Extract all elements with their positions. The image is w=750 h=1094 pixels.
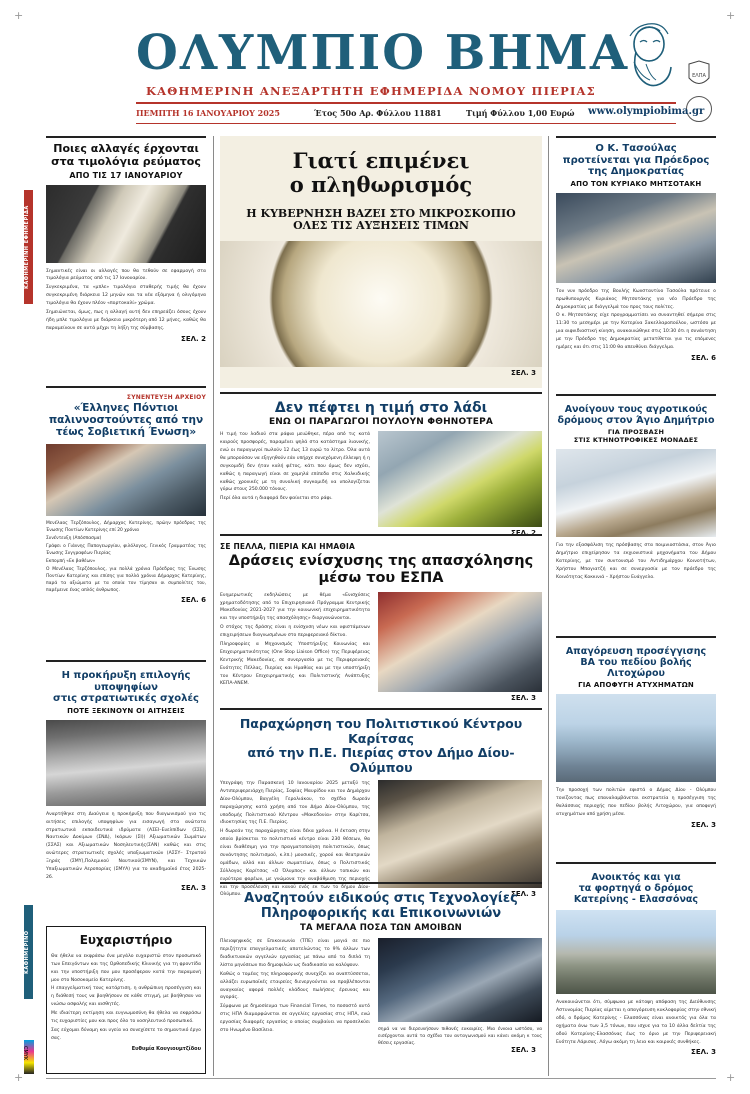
military-headline-line2: υποψηφίων — [94, 681, 158, 693]
handshake-politicians-photo — [556, 193, 716, 283]
range-page-ref[interactable]: ΣΕΛ. 3 — [691, 820, 716, 829]
range-body — [556, 787, 716, 819]
rule — [220, 708, 542, 710]
crop-mark-bl: + — [14, 1071, 24, 1084]
rule — [220, 534, 542, 536]
espa-meeting-photo — [378, 592, 542, 692]
rule — [220, 392, 542, 394]
article-oil[interactable] — [220, 396, 542, 537]
pontians-caption — [46, 520, 206, 594]
paragraph: Με ιδιαίτερη εκτίμηση και ευγνωμοσύνη θα ήθελα να εκφράσω τις ευχαριστίες μου και προς όλο το νοσηλευτικό προσωπικό. — [51, 1011, 201, 1025]
cmyk-label: CMYK — [22, 1046, 28, 1061]
karitsa-headline-line2: από την Π.Ε. Πιερίας στον Δήμο Δίου-Ολύμπου — [247, 745, 515, 775]
agro-body — [556, 542, 716, 581]
paragraph: Αναρτήθηκε στη Διαύγεια η προκήρυξη που διαγωνισμού για τις αιτήσεις επιλογής υποψηφίων για εισαγωγή στα ανώτατα στρατιωτικά εκπαιδευτικά ιδρύματα (ΑΣΕΙ–Ευελπίδων (ΣΣΕ), Ναυτικών Δοκίμων (ΣΝΔ), Ικάρων (ΣΙ)) Αξιωματικών Σωμάτων (ΣΣΑΣ) και Αξιωματικών Νοσηλευτικής(ΣΑΝ) καθώς και στις ανώτερες στρατιωτικές σχολές υπαξιωματικών (ΑΣΣΥ– Στρατού Ξηράς (ΣΜΥ),Πολεμικού Ναυτικού(ΣΜΥΝ), και Τεχνικών Υπαξιωματικών Αεροπορίας (ΣΜΥΑ) για το ακαδημαϊκό έτος 2025-26. — [46, 811, 206, 880]
elpa-badge-icon — [686, 60, 712, 90]
ict-kicker: ΤΑ ΜΕΓΑΛΑ ΠΟΣΑ ΤΩΝ ΑΜΟΙΒΩΝ — [300, 923, 462, 934]
article-karitsa[interactable] — [220, 712, 542, 898]
olive-oil-pouring-photo — [378, 431, 542, 527]
electricity-headline-line1: Ποιες αλλαγές έρχονται — [53, 142, 199, 155]
crop-mark-br: + — [726, 1071, 736, 1084]
paragraph: Η δωρεάν της παραχώρησης είναι δέκα χρόνια. Η έκταση στην οποία βρίσκεται το πολιτιστικό κέντρο είναι 230 θέσεων, θα είναι διαθέσιμη για την πραγματοποίηση πολιτιστικών, όπως συνάντησης πολιτισμού, κ.λπ.) μουσικές, χορού και θεατρικών ομάδων, αλλά και άλλων σωματείων, όπως ο Πολιτιστικός Σύλλογος Καρίτσας «Ο Όλυμπος» και άλλων τοπικών και ευρύτερα φορέων, με γνώμονα την αναβάθμιση της περιοχής και την προσέλευση και κανού ενός εκ των το δήμου Δίου-Ολύμπου. — [220, 829, 370, 898]
article-ict[interactable] — [220, 886, 542, 1054]
inflation-page-ref[interactable]: ΣΕΛ. 3 — [511, 369, 536, 378]
page-bottom-rule — [46, 1078, 716, 1079]
electricity-body — [46, 268, 206, 333]
electricity-headline-line2: στα τιμολόγια ρεύματος — [51, 154, 201, 168]
caption-line: Εκπομπή «Εκ βαθέων» — [46, 558, 96, 564]
tasoulas-headline-line3: της Δημοκρατίας — [587, 166, 685, 178]
paragraph: Περί όλα αυτά η διαφορά δεν φαίνεται στο ράφι. — [220, 496, 333, 502]
column-divider-left — [213, 136, 214, 1076]
ict-body — [220, 938, 370, 1036]
signing-ceremony-photo — [378, 780, 542, 888]
paragraph: Καθώς ο τομέας της πληροφορικής συνεχίζει να αναπτύσσεται, αλλάζει ευρωπαϊκές εταιρείες διενεργούνται να προβλέπονται αναγκαίος αφορά πολλές κλάδους πωλήσεις έρευνας και αγοράς. — [220, 971, 370, 1001]
trucks-body — [556, 999, 716, 1046]
article-inflation[interactable] — [220, 136, 542, 388]
masthead-rule-top — [136, 102, 676, 104]
crop-mark-tr: + — [726, 9, 736, 22]
article-agro-roads[interactable] — [556, 400, 716, 582]
espa-headline-line2: μέσω του ΕΣΠΑ — [318, 569, 444, 586]
espa-kicker: ΣΕ ΠΕΛΛΑ, ΠΙΕΡΙΑ ΚΑΙ ΗΜΑΘΙΑ — [220, 542, 355, 551]
ict-caption: σημά να να διερευνήσουν πιθανές ευκαιρίες. Μια έννοια ωστόσο, να εισέρχονται αυτά τα σχέδια του ανταγωνισμού και κάνει ακόμη κ τους θέσεις εργασίας. — [378, 1027, 542, 1047]
espa-body — [220, 592, 370, 690]
inflation-headline-line1: Γιατί επιμένει — [292, 148, 470, 173]
paragraph: Σας εύχομαι δύναμη και υγεία να συνεχίσετε το σημαντικό έργο σας. — [51, 1027, 201, 1041]
military-parade-photo — [46, 720, 206, 806]
karitsa-page-ref[interactable]: ΣΕΛ. 3 — [511, 890, 536, 898]
ict-headline-line1: Αναζητούν ειδικούς στις Τεχνολογίες — [244, 891, 518, 906]
paragraph: Ο στόχος της δράσης είναι η ενίσχυση νέων και υφιστάμενων επιχειρήσεων διαγνωσμένων στο περιφερειακό δίκτυο. — [220, 625, 370, 639]
oil-kicker: ΕΝΩ ΟΙ ΠΑΡΑΓΩΓΟΙ ΠΟΥΛΟΥΝ ΦΘΗΝΟΤΕΡΑ — [268, 417, 494, 428]
article-electricity[interactable] — [46, 136, 206, 343]
rule — [556, 636, 716, 638]
paragraph: Θα ήθελα να εκφράσω ένα μεγάλο ευχαριστώ στον προσωπικό των Επειγόντων και της Ορθοπεδικής Κλινικής για τη φροντίδα και την υποστήριξη που μου προσέφεραν κατά την παραμονή μου στο Νοσοκομείο Κατερίνης. — [51, 953, 201, 983]
paragraph: Ενημερωτικές εκδηλώσεις με θέμα «Ενισχύσεις χρηματοδότησης από το Επιχειρησιακό Πρόγραμμα Κεντρικής Μακεδονίας 2021-2027 για την κοινωνική επιχειρηματικότητα και την υποστήριξη της απασχόλησης» διοργανώνονται. — [220, 592, 370, 622]
euro-banknotes-photo — [46, 185, 206, 263]
caption-line: Ο Μενέλαος Τερζόπουλος, για πολλά χρόνια Πρόεδρος της Ένωσης Ποντίων Κατερίνης και επίσης για πολλά χρόνια Δήμαρχος Κατερίνης, παρά τα αξιώματα με τα οποία τον τίμησαν οι συμπολίτες του, παρέμεινε ένας απλός άνθρωπος. — [46, 566, 206, 593]
paragraph: Σύμφωνα με δημοσίευμα των Financial Times, το ποσοστό αυτό στις ΗΠΑ διαμορφώνεται σε αγγελίες εργασίας στις ΗΠΑ, ενώ εργασίας διαφορές εργασίας ο οποίος συμβαίνει να προσελκύει στο Ηνωμένο Βασίλειο. — [220, 1004, 370, 1033]
zeus-head-icon — [616, 22, 680, 92]
inflation-subhead-line2: ΟΛΕΣ ΤΙΣ ΑΥΞΗΣΕΙΣ ΤΙΜΩΝ — [293, 219, 469, 233]
range-kicker: ΓΙΑ ΑΠΟΦΥΓΗ ΑΤΥΧΗΜΑΤΩΝ — [578, 681, 694, 690]
rule — [556, 394, 716, 396]
electricity-kicker: ΑΠΟ ΤΙΣ 17 ΙΑΝΟΥΑΡΙΟΥ — [69, 170, 183, 180]
military-page-ref[interactable]: ΣΕΛ. 3 — [181, 883, 206, 892]
paragraph: Ο κ. Μητσοτάκης είχε προγραμματίσει να συναντηθεί σήμερα στις 11:30 το μεσημέρι με την Κατερίνα Σακελλαροπούλου, ωστόσο με μια αιφνιδιαστική κίνηση, ανακοινώθηκε στις 10:30 ότι η συνάντηση με την Πρόεδρο της Δημοκρατίας μετατίθεται για τις επόμενες ημέρες και ότι στις 11:00 θα απευθύνει διάγγελμα. — [556, 313, 716, 351]
agro-headline-line1: Ανοίγουν τους αγροτικούς — [564, 404, 708, 415]
rule — [220, 882, 542, 884]
karitsa-headline-line1: Παραχώρηση του Πολιτιστικού Κέντρου Καρίτσας — [239, 716, 523, 746]
mountain-landscape-photo — [556, 694, 716, 782]
tasoulas-headline-line2: προτείνεται για Πρόεδρος — [562, 154, 710, 166]
espa-page-ref[interactable]: ΣΕΛ. 3 — [511, 693, 536, 702]
article-military-schools[interactable] — [46, 666, 206, 892]
crop-mark-tl: + — [14, 9, 24, 22]
issue-number: Έτος 50ο Αρ. Φύλλου 11881 — [314, 108, 442, 118]
range-headline-line1: Απαγόρευση προσέγγισης — [565, 646, 707, 657]
article-pontians[interactable] — [46, 392, 206, 604]
rule — [46, 660, 206, 662]
newspaper-title: ΟΛΥΜΠΙΟ ΒΗΜΑ — [136, 25, 630, 81]
paragraph: Τον νυν πρόεδρο της Βουλής Κωνσταντίνο Τασούλα πρότεινε ο πρωθυπουργός Κυριάκος Μητσοτάκης για νέο Πρόεδρο της Δημοκρατίας με διάγγελμά του προς τους πολίτες. — [556, 288, 716, 310]
inflation-subhead-line1: Η ΚΥΒΕΡΝΗΣΗ ΒΑΖΕΙ ΣΤΟ ΜΙΚΡΟΣΚΟΠΙΟ — [246, 206, 516, 220]
pontians-headline-line2: παλιννοστούντες από την — [48, 414, 204, 427]
paragraph: Πλειοψηφικός σε Επικοινωνία (ΤΠΕ) είναι μαγιά σε πιο περιζήτητα επαγγελματικές αποτελώντας το 9% άλλων των διαδικτυακών αγγελιών εργασίας με πάνω από τα διπλά τη λίστα μηνύσεων πιο δημοφιλών ως διαδικασία να καλύψουν. — [220, 939, 370, 968]
agro-kicker-line2: ΣΤΙΣ ΚΤΗΝΟΤΡΟΦΙΚΕΣ ΜΟΝΑΔΕΣ — [573, 436, 699, 445]
paragraph: Η επαγγελματική τους κατάρτιση, η ανθρώπινη προσέγγιση και η διάθεσή τους να βοηθήσουν σε κάθε στιγμή, με βοήθησαν να νιώσω ασφαλής και αισθητές. — [51, 986, 201, 1008]
espa-headline-line1: Δράσεις ενίσχυσης της απασχόλησης — [228, 553, 534, 569]
rule — [46, 136, 206, 138]
paragraph: Η τιμή του λαδιού στα ράφια μειώθηκε, πέρα από τις κατά καιρούς προσφορές, παραμένει ψηλά στα κατάστημα λιανικής, ενώ οι παραγωγοί πωλούν 12 έως 13 ευρώ το λίτρο. Όλα αυτά θα μπορούσαν να εξηγηθούν εάν υπήρχε συνεχόμενη έλλειψη ή η συγκομιδή δεν ήταν καλή φέτος, κάτι που όμως δεν ισχύει, καθώς η παραγωγή είναι σε χαμηλά επίπεδα στις Χαλκιδικής καθώς χρονικές με τη συνολική συγκομιδή να υπολογίζεται γύρω στους 250.000 τόνους. — [220, 432, 370, 493]
snow-plow-road-photo — [556, 449, 716, 537]
paragraph: Πληροφορίες α Μηχανισμός Υποστήριξης Κοινωνίας και Επιχειρηματικότητας (One Stop Liaison Office) της Περιφέρειας Κεντρικής Μακεδονίας, σε συνεργασία με τις Περιφερειακές Ενότητες Πέλλας, Πιερίας και Ημαθίας και με την υποστήριξη του Κέντρου Επιχειρηματικής και Πολιτιστικής Ανάπτυξης ΚΕΠΑ-ΑΝΕΜ. — [220, 641, 370, 687]
website-link[interactable]: www.olympiobima.gr — [588, 106, 705, 117]
paragraph: Σημειώνεται, όμως, πως η αλλαγή αυτή δεν επηρεάζει όσους έχουν ήδη μπλε τιμολόγια με διάρκεια μικρότερη από 12 μήνες, καθώς θα παραμείνουν σε αυτά μέχρι τη λήξη της σύμβασης. — [46, 309, 206, 331]
pontians-page-ref[interactable]: ΣΕΛ. 6 — [181, 595, 206, 604]
rule — [46, 386, 206, 388]
inflation-headline-line2: ο πληθωρισμός — [289, 172, 473, 198]
paragraph: Σημαντικές είναι οι αλλαγές που θα τεθούν σε εφαρμογή στα τιμολόγια ρεύματος από τις 17 Ιανουαρίου. — [46, 268, 206, 282]
publication-date: ΠΕΜΠΤΗ 16 ΙΑΝΟΥΑΡΙΟΥ 2025 — [136, 108, 280, 118]
ict-headline-line2: Πληροφορικής και Επικοινωνιών — [260, 906, 502, 922]
military-headline-line1: Η προκήρυξη επιλογής — [61, 670, 191, 681]
issue-price: Τιμή Φύλλου 1,00 Ευρώ — [466, 108, 575, 118]
caption-line: Συνέντευξη (Απόσπασμα) — [46, 535, 102, 541]
electricity-page-ref[interactable]: ΣΕΛ. 2 — [181, 334, 206, 343]
trucks-headline-line2: τα φορτηγά ο δρόμος — [578, 883, 694, 895]
oil-headline: Δεν πέφτει η τιμή στο λάδι — [274, 400, 488, 416]
svg-text:ΕΛΠΑ: ΕΛΠΑ — [692, 73, 706, 79]
article-espa[interactable] — [220, 538, 542, 702]
range-headline-line3: Λιτοχώρου — [607, 668, 665, 680]
caption-line: Γράφει ο Γιάννης Παπαγεωργίου, φιλόλογος, Γενικός Γραμματέας της Ένωσης Συγγραφέων Πιερίας — [46, 543, 206, 556]
tasoulas-headline-line1: Ο Κ. Τασούλας — [595, 143, 677, 154]
article-tasoulas[interactable] — [556, 136, 716, 362]
agro-kicker-line1: ΓΙΑ ΠΡΟΣΒΑΣΗ — [607, 428, 665, 437]
rule — [556, 862, 716, 864]
range-headline-line2: ΒΑ του πεδίου βολής — [580, 657, 692, 669]
paragraph: Ανακοινώνεται ότι, σύμφωνα με κάτοψη απόφαση της Διεύθυνσης Αστυνομίας Πιερίας αίρεται η απαγόρευση κυκλοφορίας στην εθνική οδό, ο δρόμος Κατερίνης - Ελασσόνας είναι ανοικτός για όλα τα οχήματα άνω των 3,5 τόνων, που ισχυε για τα 10 άλλα δελτία της οδού Κατερίνης-Ελασσόνας έως το όριο με την Περιφερειακή Ενότητα Λάρισας. Λόγω ακόμη τη λεια και καιρικές συνθήκες. — [556, 1000, 716, 1045]
trucks-page-ref[interactable]: ΣΕΛ. 3 — [691, 1048, 716, 1057]
article-shooting-range[interactable] — [556, 642, 716, 829]
pontian-interview-photo — [46, 444, 206, 516]
paragraph: Συγκεκριμένα, τα «μπλε» τιμολόγια σταθερής τιμής θα έχουν συγκεκριμένη διάρκεια 12 μηνών και τα νέα εξάμηνα ή ολιγόμηνα τιμολόγια θα έχουν πλέον «πορτοκαλί» χρώμα. — [46, 285, 206, 307]
masthead-rule-bottom — [136, 123, 676, 124]
masthead — [38, 26, 712, 130]
oil-body — [220, 431, 370, 504]
tasoulas-body — [556, 288, 716, 352]
article-trucks[interactable] — [556, 868, 716, 1056]
paragraph: Την προσοχή των πολιτών εφιστά ο Δήμος Δίου - Ολύμπου τονίζοντας πως επαναλαμβάνεται εκστρατεία η προσέγγιση της θαλάσσιας περιοχής που πεδίου βολής Λιτοχώρου, για αποφυγή ατυχημάτων από χρήση μέσα. — [556, 788, 716, 817]
ict-page-ref[interactable]: ΣΕΛ. 3 — [511, 1046, 536, 1055]
thanks-body — [51, 953, 201, 1043]
military-body — [46, 811, 206, 882]
paragraph: Υπεγράφη την Παρασκευή 10 Ιανουαρίου 2025 μεταξύ της Αντιπεριφερειάρχη Πιερίας, Σοφίας Μαυρίδου και του Δημάρχου Δίου-Ολύμπου, Βαγγέλη Γερολιάκου, το σχέδιο δωρεάν παραχώρησης κατά χρήση από τον Δήμο Δίου-Ολύμπου, της υποδομής Πολιτιστικού Κέντρου «Μακεδονία» στην Καρίτσα, ιδιοκτησίας της Π.Ε. Πιερίας. — [220, 781, 370, 826]
thank-you-notice[interactable] — [46, 926, 206, 1074]
newspaper-subtitle: ΚΑΘΗΜΕΡΙΝΗ ΑΝΕΞΑΡΤΗΤΗ ΕΦΗΜΕΡΙΔΑ ΝΟΜΟΥ ΠΙΕΡΙΑΣ — [145, 84, 596, 98]
rule — [556, 136, 716, 138]
pontians-headline-line1: «Έλληνες Πόντιοι — [73, 402, 179, 414]
thanks-signature: Ευθυμία Κουγιουμτζίδου — [131, 1045, 201, 1052]
military-kicker: ΠΟΤΕ ΞΕΚΙΝΟΥΝ ΟΙ ΑΙΤΗΣΕΙΣ — [67, 706, 185, 715]
tasoulas-page-ref[interactable]: ΣΕΛ. 6 — [691, 353, 716, 362]
pontians-headline-line3: τέως Σοβιετική Ένωση» — [55, 426, 197, 439]
trucks-headline-line3: Κατερίνης - Ελασσόνας — [573, 894, 699, 906]
tasoulas-kicker: ΑΠΟ ΤΟΝ ΚΥΡΙΑΚΟ ΜΗΤΣΟΤΑΚΗ — [570, 179, 702, 188]
masthead-info-line — [136, 106, 705, 122]
computer-workstation-photo — [378, 938, 542, 1022]
highway-road-photo — [556, 910, 716, 994]
paragraph: Για την εξασφάλιση της πρόσβασης στα ποιμνιοστάσια, στον Άγιο Δημήτριο επιχείρησαν τα εκχιονιστικά μηχανήματα του Δήμου Κατερίνης, με τον συντονισμό του Αντιδημάρχου Κοινοτήτων, Χρήστου Μπαγιατζή και σε συνεργασία με τον πρόεδρο της Κοινότητας Κοκκινιά – Χρήστου Ευάγγελο. — [556, 543, 716, 580]
spine-tag-top: ΚΑΘΗΜΕΡΙΝΗ ΕΦΗΜΕΡΙΔΑ — [24, 190, 33, 304]
trucks-headline-line1: Ανοικτός και για — [591, 872, 681, 883]
column-divider-right — [548, 136, 549, 1076]
thanks-title: Ευχαριστήριο — [79, 933, 173, 947]
military-headline-line3: στις στρατιωτικές σχολές — [53, 693, 199, 705]
pontians-kicker: ΣΥΝΕΝΤΕΥΞΗ ΑΡΧΕΙΟΥ — [126, 394, 206, 401]
spine-tag-bottom: ΚΑΘΗΜΕΡΙΝΟ — [24, 905, 33, 999]
caption-line: Μενέλαος Τερζόπουλος, Δήμαρχος Κατερίνης, πρώην πρόεδρος της Ένωσης Ποντίων Κατερίνης επί 20 χρόνια — [46, 520, 206, 533]
euro-coins-photo — [220, 241, 542, 367]
agro-headline-line2: δρόμους στον Άγιο Δημήτριο — [557, 415, 715, 427]
